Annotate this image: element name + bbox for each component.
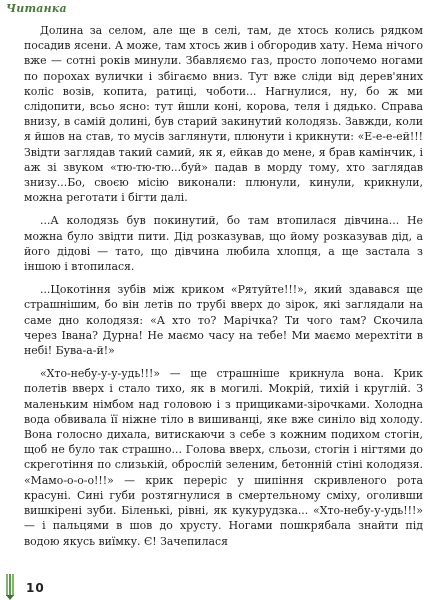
pencil-stripes-icon [6, 574, 16, 600]
section-title: Читанка [6, 2, 67, 15]
story-text [24, 23, 423, 549]
page-number: 10 [26, 581, 45, 595]
paragraph-1: Долина за селом, але ще в селі, там, де хтось колись рядком посадив ясени. А може, там хтось жив і обгородив хату. Нема нічого вже — сотні років минули. Збавляємо газ, просто лопочемо ногами по порохах вулички і збігаємо вниз. Тут вже сліди від дерев'яних коліс возів, копита, ратиці, чоботи... Нагнулися, ну, бо ж ми слідопити, всьо ясно: тут йшли коні, корова, теля і дядько. Справа внизу, в самій долині, був старий закинутий колодязь. Завжди, коли я йшов на став, то мусів заглянути, плюнути і крикнути: «Е-е-е-ей!!! Звідти заглядав такий самий, як я, ейкав до мене, я брав камінчик, і аж зі звуком «тю-тю-тю...буй» падав в морду тому, хто заглядав знизу...Бо, своєю місію виконали: плюнули, кинули, крикнули, можна реготати і бігти далі. [24, 24, 424, 205]
paragraph-3: ...Цокотіння зубів між криком «Рятуйте!!!», який здавався ще страшнішим, бо він летів по трубі вверх до зірок, які заглядали на саме дно колодязя: «А хто то? Марічка? Ти чого там? Скочила через Івана? Дурна! Не маємо часу на тебе! Ми маємо мерехтіти в небі! Бува-а-й!» [24, 283, 423, 358]
paragraph-4: «Хто-небу-у-у-удь!!!» — ще страшніше крикнула вона. Крик полетів вверх і стало тихо, як в могилі. Мокрій, тихій і круглій. З маленьким німбом над головою і з прищиками-зірочками. Холодна вода обвивала її ніжне тіло в вишиванці, яке вже синіло від холоду. Вона голосно дихала, витискаючи з себе з кожним подихом стогін, щоб не було так страшно... Голова вверх, сльози, стогін і нігтями до скреготіння по слизькій, оброслій зеленим, бетонній стіні колодязя. «Мамо-о-о-о!!!» — крик переріс у шипіння скривленого рота красуні. Сині губи розтягнулися в смертельному сміху, оголивши вишкірені зуби. Біленькі, рівні, як кукурудзка... «Хто-небу-у-удь!!!» — і пальцями в шов до хрусту. Ногами пошкрябала знайти під водою якусь виїмку. Є! Зачепилася [24, 367, 423, 548]
paragraph-2: ...А колодязь був покинутий, бо там втопилася дівчина... Не можна було звідти пити. Дід розказував, що йому розказував дід, а його дідові — тато, що дівчина любила хлопця, а ще застала з іншою і втопилася. [24, 214, 423, 274]
